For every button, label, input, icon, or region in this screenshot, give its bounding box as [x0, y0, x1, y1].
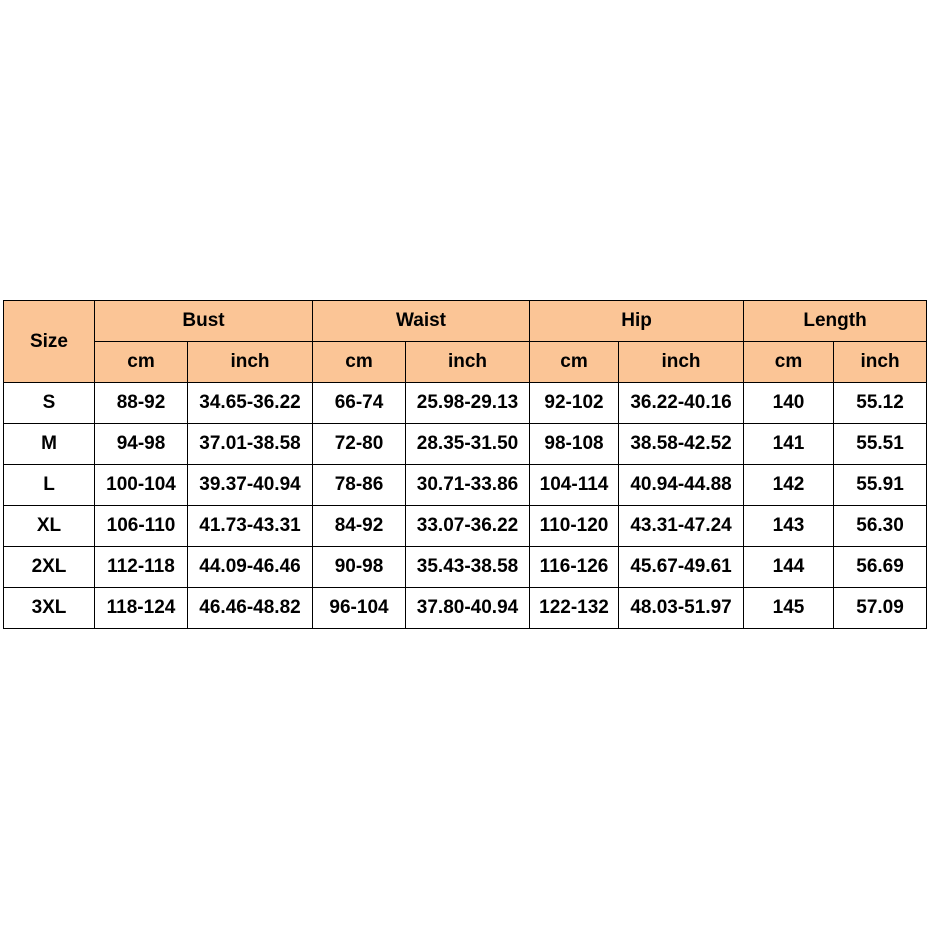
- hip-inch-cell: 38.58-42.52: [619, 424, 744, 465]
- size-cell: 3XL: [4, 588, 95, 629]
- waist-inch-cell: 28.35-31.50: [406, 424, 530, 465]
- header-length: Length: [744, 301, 927, 342]
- table-row: [4, 465, 927, 506]
- length-inch-cell: 55.51: [834, 424, 927, 465]
- bust-inch-cell: 34.65-36.22: [188, 383, 313, 424]
- hip-inch-cell: 36.22-40.16: [619, 383, 744, 424]
- waist-cm-cell: 66-74: [313, 383, 406, 424]
- length-inch-cell: 56.69: [834, 547, 927, 588]
- table-row: [4, 588, 927, 629]
- waist-cm-cell: 78-86: [313, 465, 406, 506]
- waist-cm-cell: 72-80: [313, 424, 406, 465]
- table-row: [4, 547, 927, 588]
- header-row-groups: [4, 301, 927, 342]
- length-cm-cell: 143: [744, 506, 834, 547]
- bust-cm-cell: 88-92: [95, 383, 188, 424]
- header-bust-cm: cm: [95, 342, 188, 383]
- hip-cm-cell: 116-126: [530, 547, 619, 588]
- header-waist-inch: inch: [406, 342, 530, 383]
- waist-inch-cell: 33.07-36.22: [406, 506, 530, 547]
- length-inch-cell: 55.91: [834, 465, 927, 506]
- length-cm-cell: 141: [744, 424, 834, 465]
- length-cm-cell: 144: [744, 547, 834, 588]
- hip-inch-cell: 48.03-51.97: [619, 588, 744, 629]
- length-cm-cell: 142: [744, 465, 834, 506]
- waist-inch-cell: 35.43-38.58: [406, 547, 530, 588]
- hip-cm-cell: 92-102: [530, 383, 619, 424]
- waist-inch-cell: 30.71-33.86: [406, 465, 530, 506]
- bust-inch-cell: 44.09-46.46: [188, 547, 313, 588]
- length-inch-cell: 56.30: [834, 506, 927, 547]
- header-length-inch: inch: [834, 342, 927, 383]
- length-inch-cell: 55.12: [834, 383, 927, 424]
- table-row: [4, 506, 927, 547]
- header-waist: Waist: [313, 301, 530, 342]
- header-bust-inch: inch: [188, 342, 313, 383]
- table-row: [4, 383, 927, 424]
- table-row: [4, 424, 927, 465]
- bust-inch-cell: 37.01-38.58: [188, 424, 313, 465]
- length-inch-cell: 57.09: [834, 588, 927, 629]
- size-cell: S: [4, 383, 95, 424]
- hip-inch-cell: 45.67-49.61: [619, 547, 744, 588]
- hip-inch-cell: 40.94-44.88: [619, 465, 744, 506]
- hip-cm-cell: 104-114: [530, 465, 619, 506]
- hip-cm-cell: 98-108: [530, 424, 619, 465]
- hip-inch-cell: 43.31-47.24: [619, 506, 744, 547]
- header-row-units: [4, 342, 927, 383]
- hip-cm-cell: 122-132: [530, 588, 619, 629]
- header-size: Size: [4, 301, 95, 383]
- header-bust: Bust: [95, 301, 313, 342]
- bust-cm-cell: 100-104: [95, 465, 188, 506]
- waist-cm-cell: 84-92: [313, 506, 406, 547]
- size-chart-table: [3, 300, 927, 629]
- waist-inch-cell: 37.80-40.94: [406, 588, 530, 629]
- header-hip-inch: inch: [619, 342, 744, 383]
- header-hip-cm: cm: [530, 342, 619, 383]
- header-length-cm: cm: [744, 342, 834, 383]
- bust-cm-cell: 106-110: [95, 506, 188, 547]
- length-cm-cell: 140: [744, 383, 834, 424]
- bust-cm-cell: 94-98: [95, 424, 188, 465]
- bust-cm-cell: 112-118: [95, 547, 188, 588]
- bust-cm-cell: 118-124: [95, 588, 188, 629]
- waist-cm-cell: 90-98: [313, 547, 406, 588]
- length-cm-cell: 145: [744, 588, 834, 629]
- waist-inch-cell: 25.98-29.13: [406, 383, 530, 424]
- bust-inch-cell: 41.73-43.31: [188, 506, 313, 547]
- size-cell: XL: [4, 506, 95, 547]
- size-cell: L: [4, 465, 95, 506]
- bust-inch-cell: 39.37-40.94: [188, 465, 313, 506]
- bust-inch-cell: 46.46-48.82: [188, 588, 313, 629]
- header-waist-cm: cm: [313, 342, 406, 383]
- waist-cm-cell: 96-104: [313, 588, 406, 629]
- size-cell: 2XL: [4, 547, 95, 588]
- hip-cm-cell: 110-120: [530, 506, 619, 547]
- size-cell: M: [4, 424, 95, 465]
- header-hip: Hip: [530, 301, 744, 342]
